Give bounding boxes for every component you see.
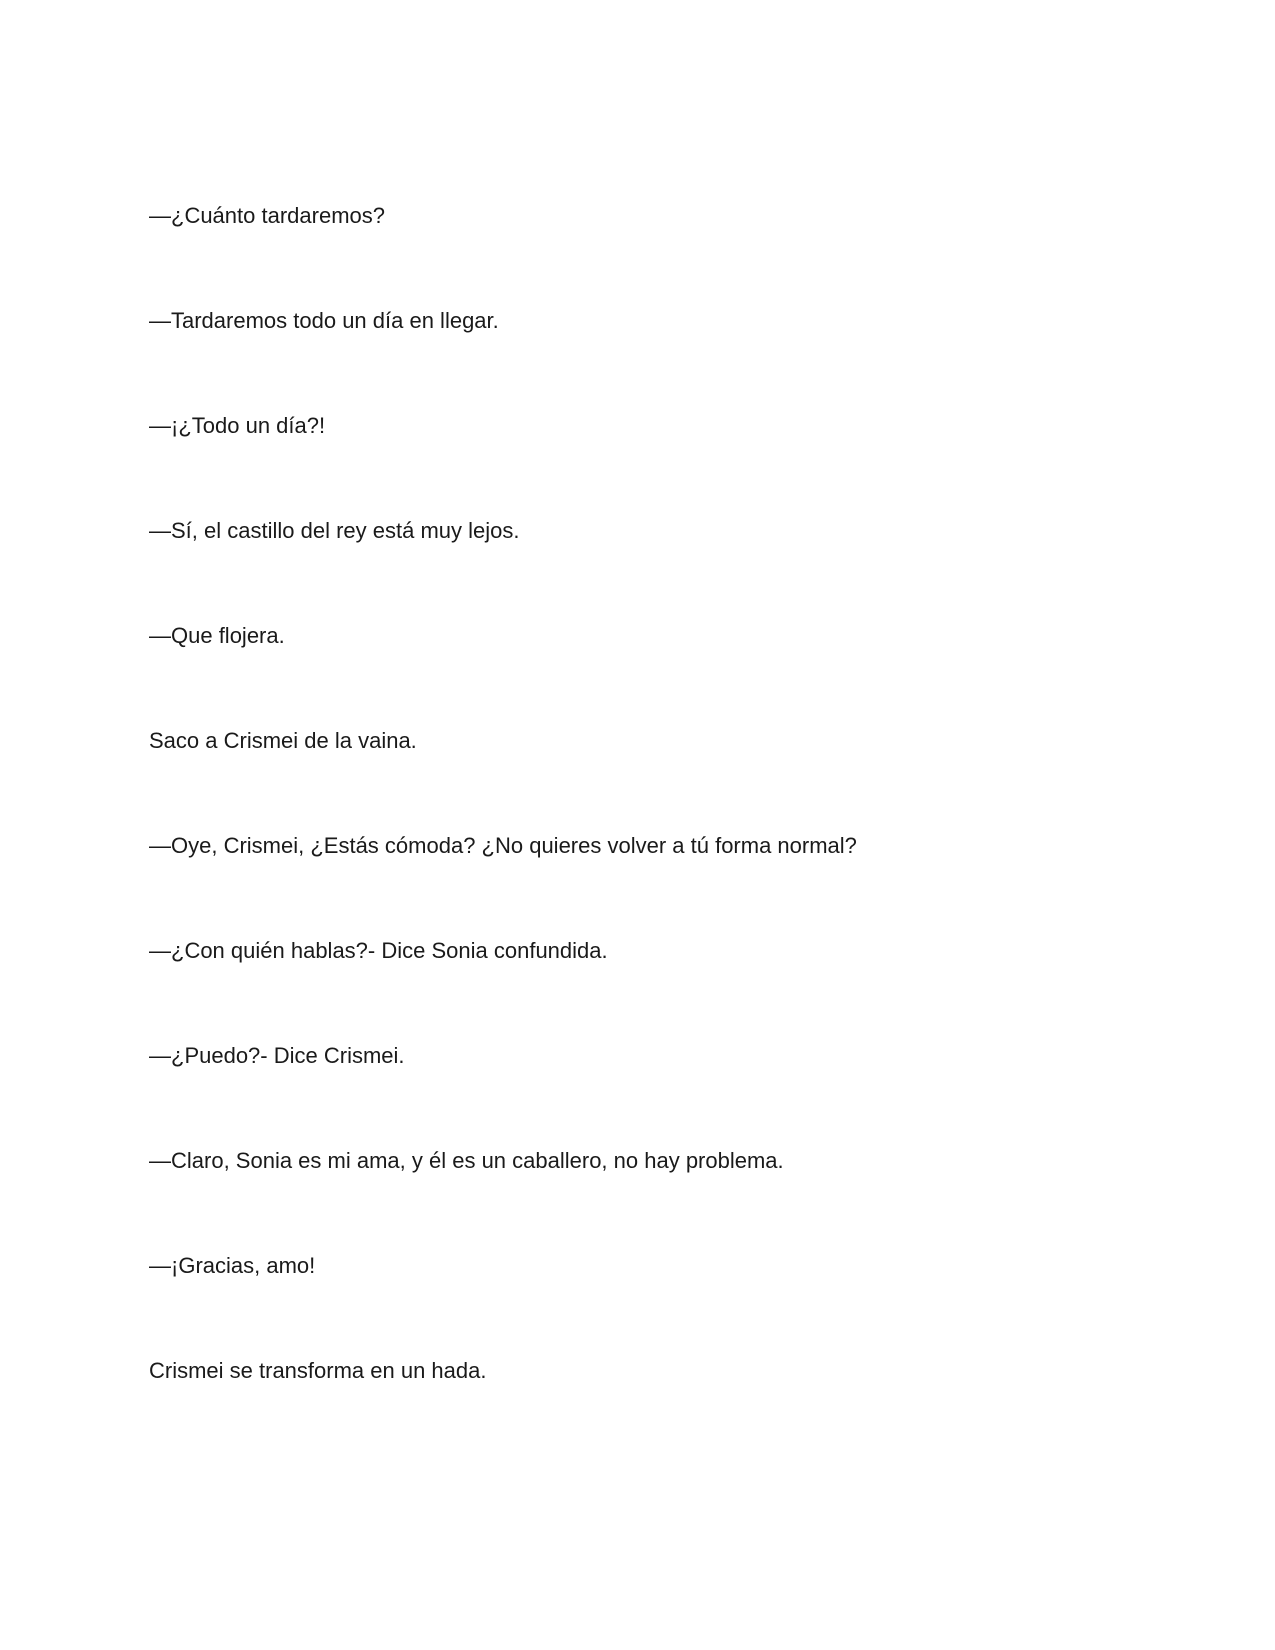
paragraph: —Sí, el castillo del rey está muy lejos. bbox=[149, 518, 520, 543]
paragraph: Crismei se transforma en un hada. bbox=[149, 1358, 487, 1383]
paragraph: —¡¿Todo un día?! bbox=[149, 413, 326, 438]
paragraph: —Tardaremos todo un día en llegar. bbox=[149, 308, 499, 333]
paragraph: —Claro, Sonia es mi ama, y él es un caballero, no hay problema. bbox=[149, 1148, 784, 1173]
paragraph: —¿Puedo?- Dice Crismei. bbox=[149, 1043, 405, 1068]
paragraph: —¿Cuánto tardaremos? bbox=[149, 203, 385, 228]
paragraph: —Que flojera. bbox=[149, 623, 285, 648]
paragraph: —Oye, Crismei, ¿Estás cómoda? ¿No quieres volver a tú forma normal? bbox=[149, 833, 857, 858]
paragraph: Saco a Crismei de la vaina. bbox=[149, 728, 417, 753]
paragraph: —¡Gracias, amo! bbox=[149, 1253, 316, 1278]
paragraph: —¿Con quién hablas?- Dice Sonia confundida. bbox=[149, 938, 608, 963]
